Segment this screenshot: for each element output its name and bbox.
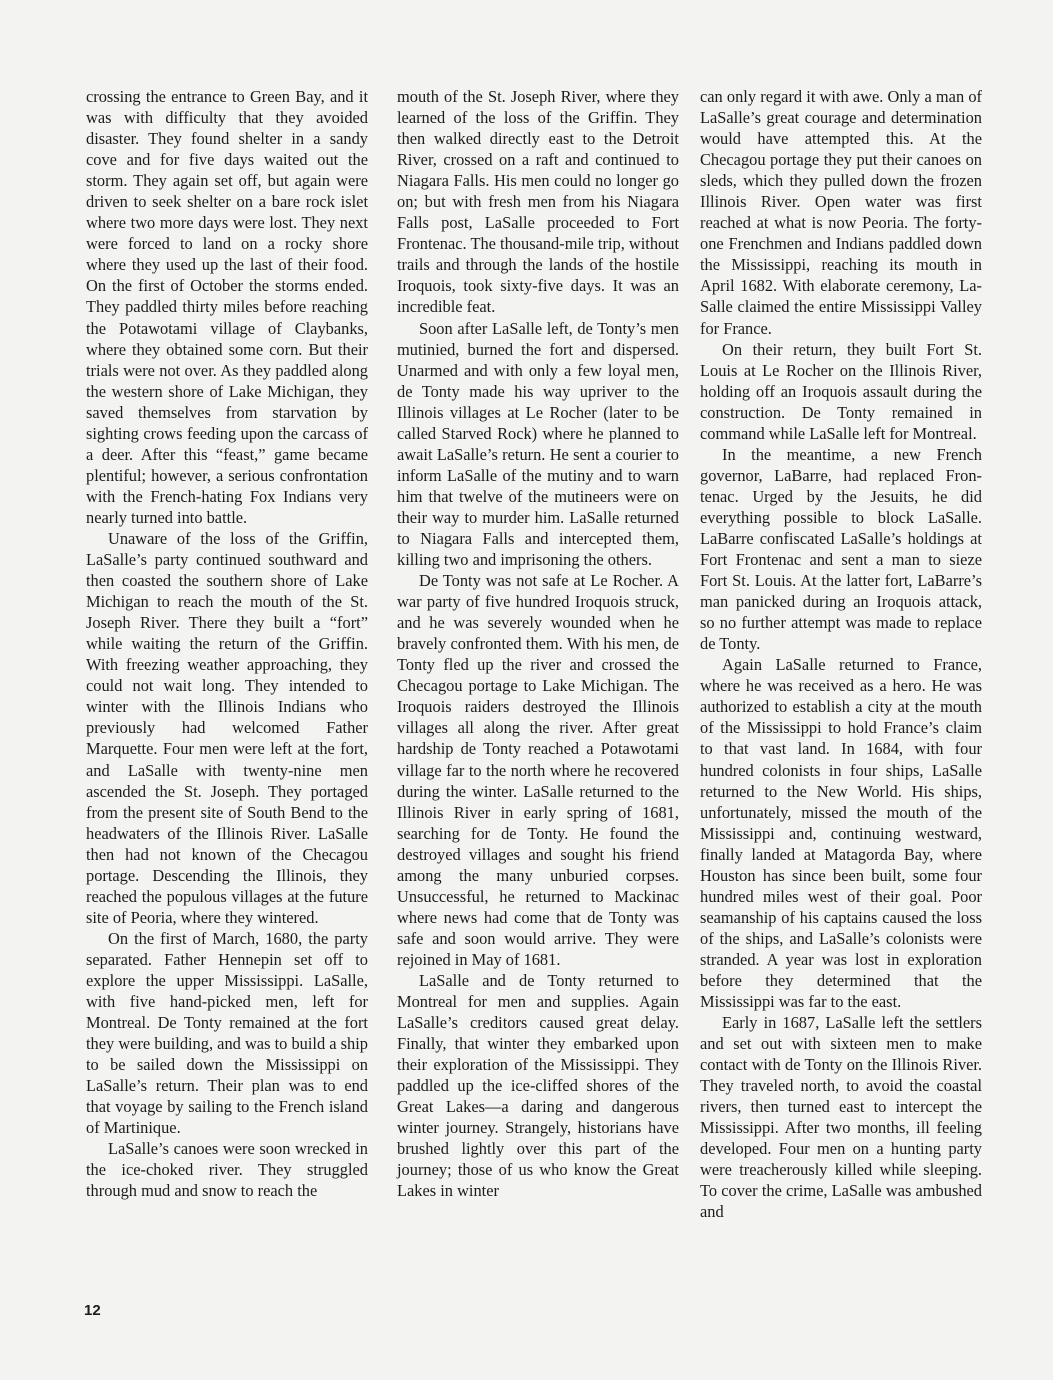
paragraph: On their return, they built Fort St. Louis at Le Rocher on the Illinois River, holding off an Iroquois assault during the construction. De Tonty remained in command while LaSalle left for Montreal. (700, 339, 982, 443)
text-column-2 (397, 86, 679, 1201)
paragraph: Again LaSalle returned to France, where he was received as a hero. He was authorized to establish a city at the mouth of the Mississippi to hold France’s claim to that vast land. In 1684, with four hundred colonists in four ships, LaSalle returned to the New World. His ships, unfortunately, missed the mouth of the Mississippi and, continuing westward, finally landed at Matagorda Bay, where Houston has since been built, some four hundred miles west of their goal. Poor seamanship of his captains caused the loss of the ships, and LaSalle’s colonists were stranded. A year was lost in exploration before they determined that the Mississippi was far to the east. (700, 655, 982, 1012)
paragraph: De Tonty was not safe at Le Rocher. A war party of five hundred Iroquois struck, and he was severely wounded when he bravely confronted them. With his men, de Tonty fled up the river and crossed the Checagou portage to Lake Michigan. The Iroquois raiders destroyed the Illinois villages all along the river. After great hardship de Tonty reached a Potawotami village far to the north where he recovered during the winter. LaSalle returned to the Illinois River in early spring of 1681, searching for de Tonty. He found the destroyed villages and sought his friend among the many unburied corpses. Unsuccessful, he returned to Mackinac where news had come that de Tonty was safe and soon would arrive. They were rejoined in May of 1681. (397, 571, 679, 969)
paragraph: can only regard it with awe. Only a man of LaSalle’s great courage and determination would have attempted this. At the Checagou portage they put their canoes on sleds, which they pulled down the frozen Illinois River. Open water was first reached at what is now Peoria. The forty-one Frenchmen and Indians paddled down the Mississippi, reaching its mouth in April 1682. With elaborate ceremony, LaSalle claimed the entire Mississippi Valley for France. (700, 87, 982, 338)
paragraph: LaSalle’s canoes were soon wrecked in the ice-choked river. They struggled through mud and snow to reach the (86, 1139, 368, 1201)
text-column-1 (86, 86, 368, 1201)
paragraph: crossing the entrance to Green Bay, and it was with difficulty that they avoided disaster. They found shelter in a sandy cove and for five days waited out the storm. They again set off, but again were driven to seek shelter on a bare rock islet where two more days were lost. They next were forced to land on a rocky shore where they used up the last of their food. On the first of October the storms ended. They paddled thirty miles before reaching the Potawotami village of Claybanks, where they obtained some corn. But their trials were not over. As they paddled along the western shore of Lake Michigan, they saved themselves from starvation by sighting crows feeding upon the carcass of a deer. After this “feast,” game became plentiful; however, a serious confrontation with the French-hating Fox Indians very nearly turned into battle. (86, 87, 368, 527)
text-column-3 (700, 86, 982, 1223)
paragraph: Unaware of the loss of the Griffin, LaSalle’s party continued southward and then coasted the southern shore of Lake Michigan to reach the mouth of the St. Joseph River. There they built a “fort” while waiting the return of the Griffin. With freezing weather approaching, they could not wait long. They intended to winter with the Illinois Indians who previously had welcomed Father Marquette. Four men were left at the fort, and LaSalle with twenty-nine men ascended the St. Joseph. They portaged from the present site of South Bend to the headwaters of the Illinois River. LaSalle then had not known of the Checagou portage. Descending the Illinois, they reached the populous villages at the future site of Peoria, where they wintered. (86, 528, 368, 927)
paragraph: Early in 1687, LaSalle left the settlers and set out with sixteen men to make contact with de Tonty on the Illinois River. They traveled north, to avoid the coastal rivers, then turned east to intercept the Mississippi. After two months, ill feeling developed. Four men on a hunting party were treacherously killed while sleeping. To cover the crime, LaSalle was ambushed and (700, 1013, 982, 1222)
paragraph: In the meantime, a new French governor, LaBarre, had replaced Frontenac. Urged by the Jesuits, he did everything possible to block LaSalle. LaBarre confiscated LaSalle’s holdings at Fort Frontenac and sent a man to sieze Fort St. Louis. At the latter fort, LaBarre’s man panicked during an Iroquois attack, so no further attempt was made to replace de Tonty. (700, 444, 982, 654)
paragraph: mouth of the St. Joseph River, where they learned of the loss of the Griffin. They then walked directly east to the Detroit River, crossed on a raft and continued to Niagara Falls. His men could no longer go on; but with fresh men from his Niagara Falls post, LaSalle proceeded to Fort Frontenac. The thousand-mile trip, without trails and through the lands of the hostile Iroquois, took sixty-five days. It was an incredible feat. (397, 87, 679, 317)
paragraph: Soon after LaSalle left, de Tonty’s men mutinied, burned the fort and dispersed. Unarmed and with only a few loyal men, de Tonty made his way upriver to the Illinois villages at Le Rocher (later to be called Starved Rock) where he planned to await LaSalle’s return. He sent a courier to inform LaSalle of the mutiny and to warn him that twelve of the mutineers were on their way to murder him. LaSalle returned to Niagara Falls and intercepted them, killing two and imprisoning the others. (397, 318, 679, 570)
page-number: 12 (84, 1302, 101, 1319)
paragraph: LaSalle and de Tonty returned to Montreal for men and supplies. Again LaSalle’s creditors caused great delay. Finally, that winter they embarked upon their exploration of the Mississippi. They paddled up the ice-cliffed shores of the Great Lakes—a daring and dangerous winter journey. Strangely, historians have brushed lightly over this part of the journey; those of us who know the Great Lakes in winter (397, 970, 679, 1201)
paragraph: On the first of March, 1680, the party separated. Father Hennepin set off to explore the upper Mississippi. LaSalle, with five hand-picked men, left for Montreal. De Tonty remained at the fort they were building, and was to build a ship to be sailed down the Mississippi on LaSalle’s return. Their plan was to end that voyage by sailing to the French island of Martinique. (86, 928, 368, 1138)
